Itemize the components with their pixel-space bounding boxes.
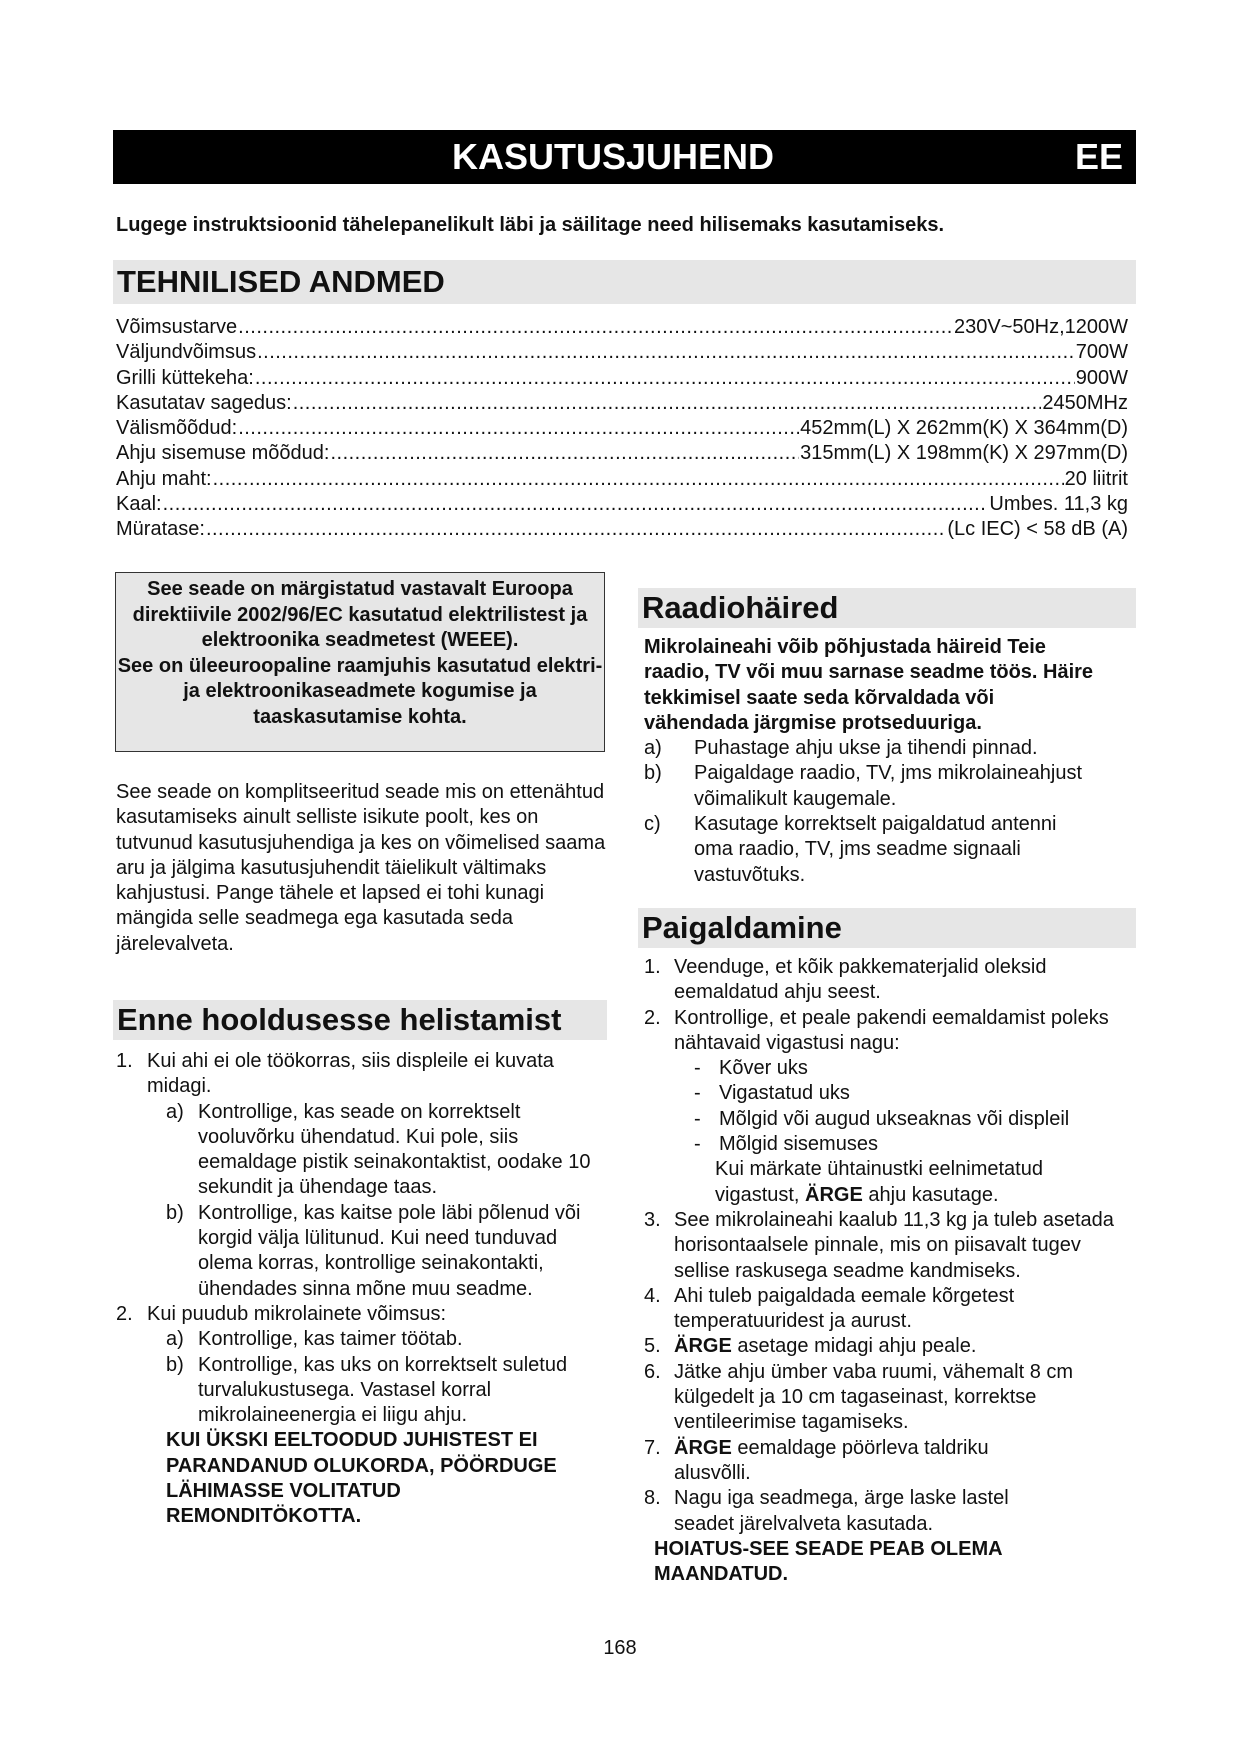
service-heading: Enne hooldusesse helistamist: [113, 1000, 607, 1040]
item-text: Paigaldage raadio, TV, jms mikrolaineahjust võimalikult kaugemale.: [694, 762, 1082, 810]
item-text: [674, 1334, 1144, 1359]
note-bold: ÄRGE: [805, 1183, 863, 1206]
item-text: Veenduge, et kõik pakkematerjalid oleksid eemaldatud ahju seest.: [674, 956, 1047, 1004]
item-text-rest: asetage midagi ahju peale.: [731, 1335, 977, 1358]
spec-label: Kasutatav sagedus:: [116, 391, 292, 414]
spec-row: [116, 416, 1128, 441]
spec-value: 900W: [1075, 366, 1128, 389]
list-item: [116, 1302, 616, 1327]
spec-label: Väljundvõimsus: [116, 341, 257, 364]
item-text: [674, 1436, 1144, 1487]
list-item: [644, 1334, 1144, 1359]
item-number: 1.: [644, 956, 661, 978]
list-item: [644, 1006, 1144, 1057]
dash-text: Mõlgid või augud ukseaknas või displeil: [719, 1107, 1070, 1130]
item-number: 5.: [644, 1335, 661, 1358]
spec-label: Müratase:: [116, 518, 205, 541]
page-title: KASUTUSJUHEND: [451, 136, 775, 177]
subitem-text: Kontrollige, kas kaitse pole läbi põlenud või korgid välja lülitunud. Kui need tunduvad olema korras, kontrollige seinakontakti, ühendades sinna mõne muu seadme.: [198, 1201, 581, 1300]
subitem-text: Kontrollige, kas seade on korrektselt vooluvõrku ühendatud. Kui pole, siis eemaldage pistik seinakontaktist, oodake 10 sekundit ja ühendage taas.: [198, 1100, 591, 1199]
tech-heading: TEHNILISED ANDMED: [113, 260, 1136, 304]
service-warning: KUI ÜKSKI EELTOODUD JUHISTEST EI PARANDANUD OLUKORDA, PÖÖRDUGE LÄHIMASSE VOLITATUD REMONDITÖKOTTA.: [166, 1429, 557, 1528]
weee-text-1: See seade on märgistatud vastavalt Euroopa direktiivile 2002/96/EC kasutatud elektrilistest ja elektroonika seadmetest (WEEE).: [132, 578, 588, 651]
list-item: [644, 761, 1144, 812]
ground-warning: HOIATUS-SEE SEADE PEAB OLEMA MAANDATUD.: [654, 1537, 1002, 1586]
service-list: [116, 1049, 616, 1530]
dash-item: [644, 1107, 1144, 1132]
list-item: [644, 955, 1144, 1006]
item-text: Nagu iga seadmega, ärge laske lastel seadet järelvalveta kasutada.: [674, 1487, 1009, 1535]
item-text: Kasutage korrektselt paigaldatud antenni oma raadio, TV, jms seadme signaali vastuvõtuks.: [694, 813, 1057, 886]
spec-row: [116, 467, 1128, 492]
subitem-text: Kontrollige, kas uks on korrektselt suletud turvalukustusega. Vastasel korral mikrolaineenergia ei liigu ahju.: [198, 1353, 568, 1427]
item-letter: c): [644, 813, 661, 836]
language-code: EE: [1074, 136, 1123, 177]
usage-text: See seade on komplitseeritud seade mis on ettenähtud kasutamiseks ainult selliste isikute poolt, kes on tutvunud kasutusjuhendiga ja kes on võimelised saama aru ja jälgima kasutusjuhendit täielikult vältimaks kahjustusi. Pange tähele et lapsed ei tohi kunagi mängida selle seadmega ega kasutada seda järelevalveta.: [116, 781, 606, 955]
item-text: Kui puudub mikrolainete võimsus:: [147, 1302, 447, 1325]
item-letter: b): [644, 762, 662, 785]
item-number: 6.: [644, 1360, 661, 1383]
dash-mark: -: [694, 1107, 701, 1130]
note-text-end: ahju kasutage.: [862, 1183, 999, 1206]
item-text-rest: eemaldage pöörleva taldriku alusvõlli.: [674, 1436, 989, 1484]
item-letter: a): [644, 737, 662, 760]
spec-row: [116, 492, 1128, 517]
spec-value: 2450MHz: [1042, 391, 1128, 414]
weee-text-2: See on üleeuroopaline raamjuhis kasutatud elektri- ja elektroonikaseadmete kogumise ja taaskasutamise kohta.: [117, 654, 603, 728]
spec-row: [116, 441, 1128, 466]
dash-mark: -: [694, 1133, 701, 1156]
list-subitem: [116, 1100, 616, 1201]
spec-value: 20 liitrit: [1064, 467, 1128, 490]
list-item: [644, 1436, 1144, 1487]
spec-label: Võimsustarve: [116, 316, 238, 338]
radio-section: [644, 635, 1144, 888]
subitem-letter: b): [166, 1201, 184, 1224]
spec-value: Umbes. 11,3 kg: [989, 493, 1128, 516]
install-heading: Paigaldamine: [638, 908, 1136, 948]
item-bold: ÄRGE: [674, 1436, 732, 1459]
item-number: 2.: [116, 1302, 133, 1325]
list-item: [644, 736, 1144, 761]
list-item: [644, 1208, 1144, 1284]
dash-item: [644, 1132, 1144, 1157]
item-number: 3.: [644, 1208, 661, 1231]
spec-label: Kaal:: [116, 493, 162, 516]
dash-mark: -: [694, 1082, 701, 1105]
spec-value: 315mm(L) X 198mm(K) X 297mm(D): [800, 442, 1128, 465]
spec-row: [116, 517, 1128, 542]
spec-value: 230V~50Hz,1200W: [953, 316, 1128, 338]
list-item: [644, 812, 1144, 888]
item-number: 2.: [644, 1006, 661, 1029]
item-text: See mikrolaineahi kaalub 11,3 kg ja tuleb asetada horisontaalsele pinnale, mis on piisavalt tugev sellise raskusega seadme kandmiseks.: [674, 1208, 1114, 1282]
spec-row: [116, 366, 1128, 391]
install-list: [644, 955, 1144, 1587]
spec-value: 700W: [1075, 341, 1128, 364]
item-text: Kui ahi ei ole töökorras, siis displeile ei kuvata midagi.: [147, 1050, 554, 1098]
spec-label: Ahju maht:: [116, 467, 212, 490]
spec-value: (Lc IEC) < 58 dB (A): [947, 518, 1128, 541]
page-number: 168: [603, 1637, 637, 1659]
list-subitem: [116, 1201, 616, 1302]
list-subitem: [116, 1327, 616, 1352]
weee-notice-box: [115, 572, 605, 752]
spec-list: [116, 315, 1128, 543]
list-item: [116, 1049, 616, 1100]
dash-text: Mõlgid sisemuses: [719, 1133, 878, 1156]
item-number: 7.: [644, 1436, 661, 1459]
intro-text: Lugege instruktsioonid tähelepanelikult läbi ja säilitage need hilisemaks kasutamiseks.: [116, 214, 945, 236]
spec-row: [116, 340, 1128, 365]
item-number: 4.: [644, 1284, 661, 1307]
item-bold: ÄRGE: [674, 1335, 732, 1358]
spec-row: [116, 391, 1128, 416]
item-text: Ahi tuleb paigaldada eemale kõrgetest temperatuuridest ja aurust.: [674, 1284, 1015, 1333]
subitem-letter: b): [166, 1353, 184, 1376]
spec-row: [116, 315, 1128, 340]
note-text: Kui märkate ühtainustki eelnimetatud vigastust,: [715, 1158, 1043, 1206]
spec-value: 452mm(L) X 262mm(K) X 364mm(D): [800, 417, 1128, 440]
radio-heading: Raadiohäired: [638, 588, 1136, 628]
dash-text: Vigastatud uks: [719, 1082, 850, 1105]
item-text: Jätke ahju ümber vaba ruumi, vähemalt 8 cm külgedelt ja 10 cm tagaseinast, korrektse ventileerimise tagamiseks.: [674, 1360, 1074, 1434]
radio-intro: Mikrolaineahi võib põhjustada häireid Teie raadio, TV või muu sarnase seadme töös. Häire tekkimisel saate seda kõrvaldada või vähendada järgmise protseduuriga.: [644, 636, 1094, 734]
dash-item: [644, 1081, 1144, 1106]
usage-paragraph: [116, 780, 606, 957]
dash-item: [644, 1056, 1144, 1081]
subitem-letter: a): [166, 1100, 184, 1123]
dash-text: Kõver uks: [719, 1057, 808, 1080]
spec-label: Ahju sisemuse mõõdud:: [116, 442, 330, 465]
item-text: Puhastage ahju ukse ja tihendi pinnad.: [694, 737, 1038, 760]
item-number: 8.: [644, 1487, 661, 1510]
dash-mark: -: [694, 1057, 701, 1080]
spec-label: Grilli küttekeha:: [116, 366, 254, 389]
subitem-text: Kontrollige, kas taimer töötab.: [198, 1328, 463, 1351]
damage-note: [644, 1157, 1144, 1208]
spec-label: Välismõõdud:: [116, 417, 238, 440]
subitem-letter: a): [166, 1328, 184, 1351]
item-number: 1.: [116, 1050, 133, 1072]
list-item: [644, 1360, 1144, 1436]
item-text: Kontrollige, et peale pakendi eemaldamist poleks nähtavaid vigastusi nagu:: [674, 1006, 1109, 1054]
list-item: [644, 1486, 1144, 1537]
list-subitem: [116, 1353, 616, 1429]
list-item: [644, 1284, 1144, 1335]
